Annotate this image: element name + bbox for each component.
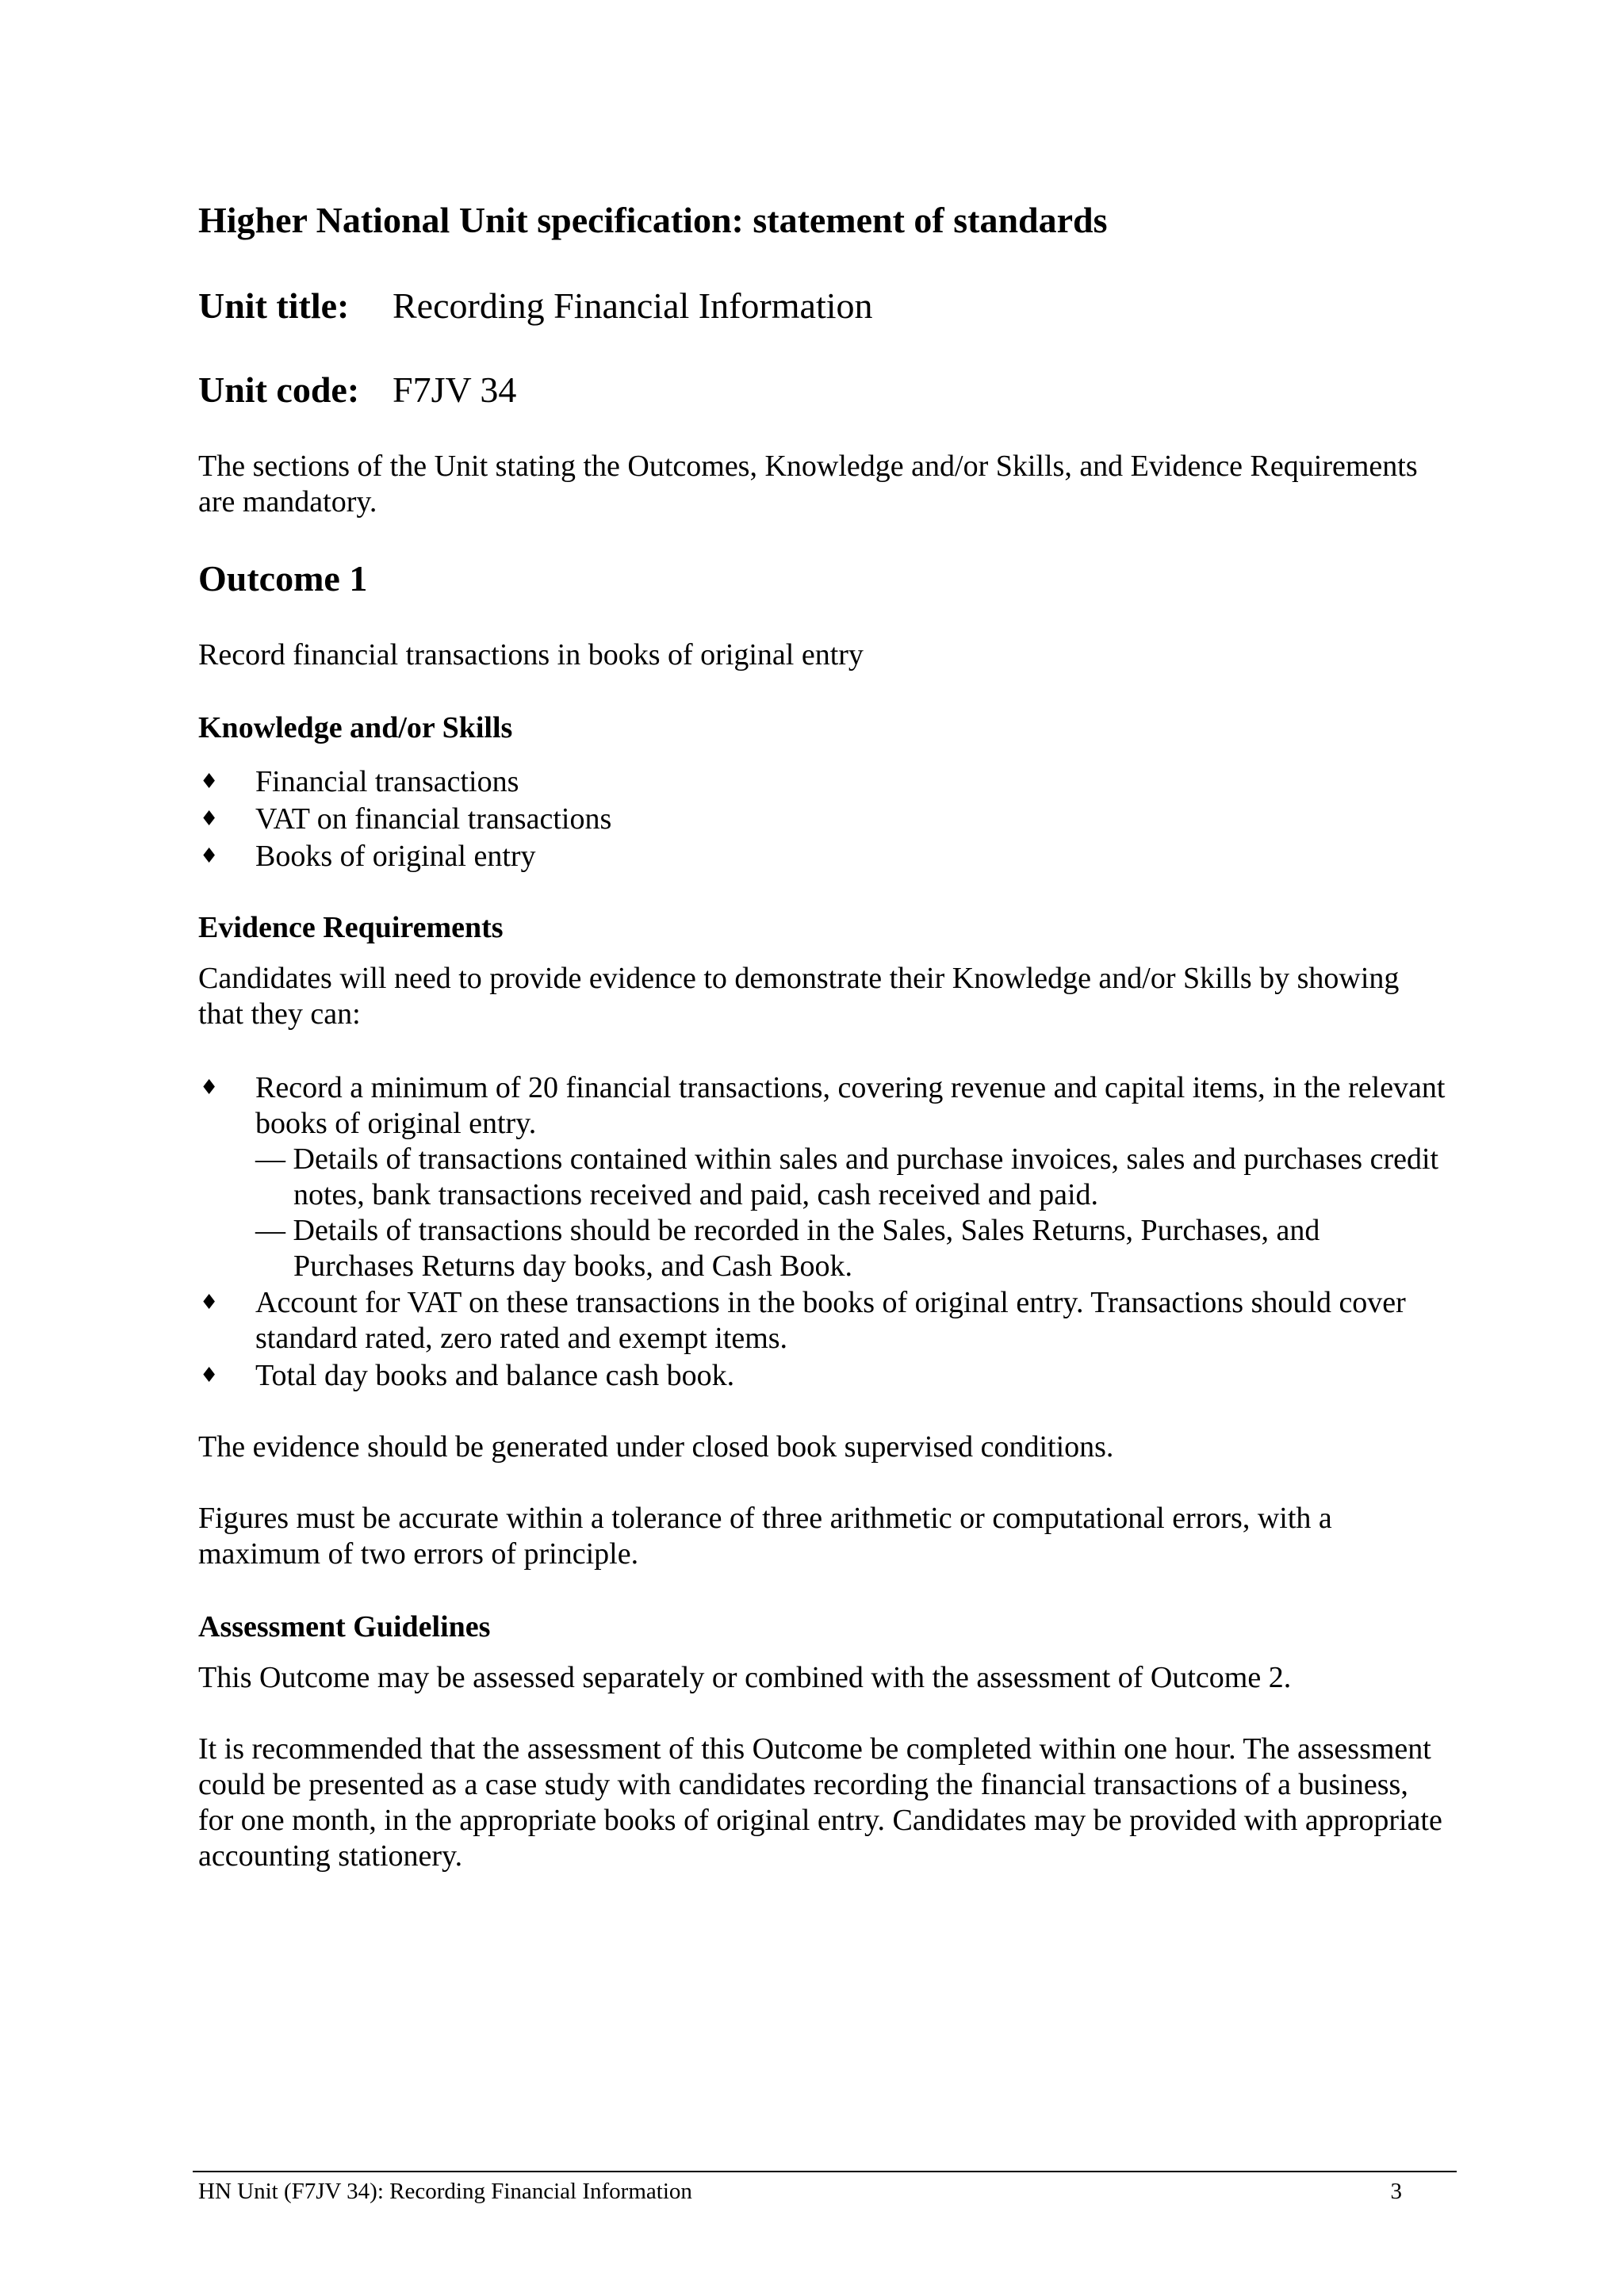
intro-line-1: The sections of the Unit stating the Outcomes, Knowledge and/or Skills, and Evidence Requirements — [198, 450, 1418, 483]
unit-code-value: F7JV 34 — [393, 369, 517, 410]
page-title: Higher National Unit specification: statement of standards — [198, 200, 1108, 240]
diamond-bullet-icon: ♦ — [200, 1076, 219, 1100]
unit-code-row — [198, 366, 1467, 414]
evidence-subitem: — Details of transactions should be recorded in the Sales, Sales Returns, Purchases, and — [255, 1214, 1320, 1247]
assessment-heading: Assessment Guidelines — [198, 1610, 491, 1644]
evidence-item-continuation: standard rated, zero rated and exempt items. — [255, 1322, 788, 1355]
diamond-bullet-icon: ♦ — [200, 1291, 219, 1314]
intro-line-2: are mandatory. — [198, 485, 377, 519]
assessment-para-2-line-2: could be presented as a case study with candidates recording the financial transactions of a business, — [198, 1768, 1408, 1801]
evidence-intro-line-2: that they can: — [198, 997, 361, 1031]
assessment-para-1: This Outcome may be assessed separately or combined with the assessment of Outcome 2. — [198, 1661, 1292, 1694]
knowledge-item-text: Financial transactions — [255, 765, 519, 798]
evidence-accuracy-line-1: Figures must be accurate within a tolerance of three arithmetic or computational errors, with a — [198, 1502, 1332, 1535]
outcome-heading: Outcome 1 — [198, 558, 368, 599]
footer-page-number: 3 — [1390, 2179, 1402, 2204]
evidence-subitem-continuation: notes, bank transactions received and paid, cash received and paid. — [293, 1178, 1099, 1211]
unit-code-label: Unit code: — [198, 369, 360, 410]
evidence-subitem-continuation: Purchases Returns day books, and Cash Book. — [293, 1249, 853, 1283]
evidence-conditions: The evidence should be generated under closed book supervised conditions. — [198, 1430, 1114, 1464]
knowledge-heading: Knowledge and/or Skills — [198, 711, 513, 744]
footer-divider — [193, 2171, 1457, 2172]
diamond-bullet-icon: ♦ — [200, 844, 219, 868]
unit-title-label: Unit title: — [198, 285, 350, 326]
outcome-statement: Record financial transactions in books of original entry — [198, 638, 864, 672]
evidence-subitem: — Details of transactions contained within sales and purchase invoices, sales and purchases credit — [255, 1142, 1439, 1176]
knowledge-item-text: Books of original entry — [255, 840, 536, 873]
assessment-para-2-line-4: accounting stationery. — [198, 1839, 463, 1873]
footer-unit-reference: HN Unit (F7JV 34): Recording Financial Information — [198, 2179, 692, 2204]
evidence-heading: Evidence Requirements — [198, 911, 504, 944]
evidence-item-text: Account for VAT on these transactions in the books of original entry. Transactions should cover — [255, 1286, 1406, 1319]
diamond-bullet-icon: ♦ — [200, 807, 219, 831]
evidence-accuracy-line-2: maximum of two errors of principle. — [198, 1537, 639, 1571]
assessment-para-2-line-1: It is recommended that the assessment of this Outcome be completed within one hour. The assessment — [198, 1732, 1431, 1766]
evidence-item-continuation: books of original entry. — [255, 1107, 537, 1140]
diamond-bullet-icon: ♦ — [200, 770, 219, 794]
unit-title-value: Recording Financial Information — [393, 285, 873, 326]
evidence-item-text: Record a minimum of 20 financial transactions, covering revenue and capital items, in the relevant — [255, 1071, 1446, 1104]
evidence-intro-line-1: Candidates will need to provide evidence to demonstrate their Knowledge and/or Skills by showing — [198, 962, 1400, 995]
evidence-item-text: Total day books and balance cash book. — [255, 1359, 735, 1392]
assessment-para-2-line-3: for one month, in the appropriate books of original entry. Candidates may be provided with appropriate — [198, 1804, 1442, 1837]
unit-title-row — [198, 282, 1467, 330]
knowledge-item-text: VAT on financial transactions — [255, 802, 612, 836]
diamond-bullet-icon: ♦ — [200, 1364, 219, 1387]
